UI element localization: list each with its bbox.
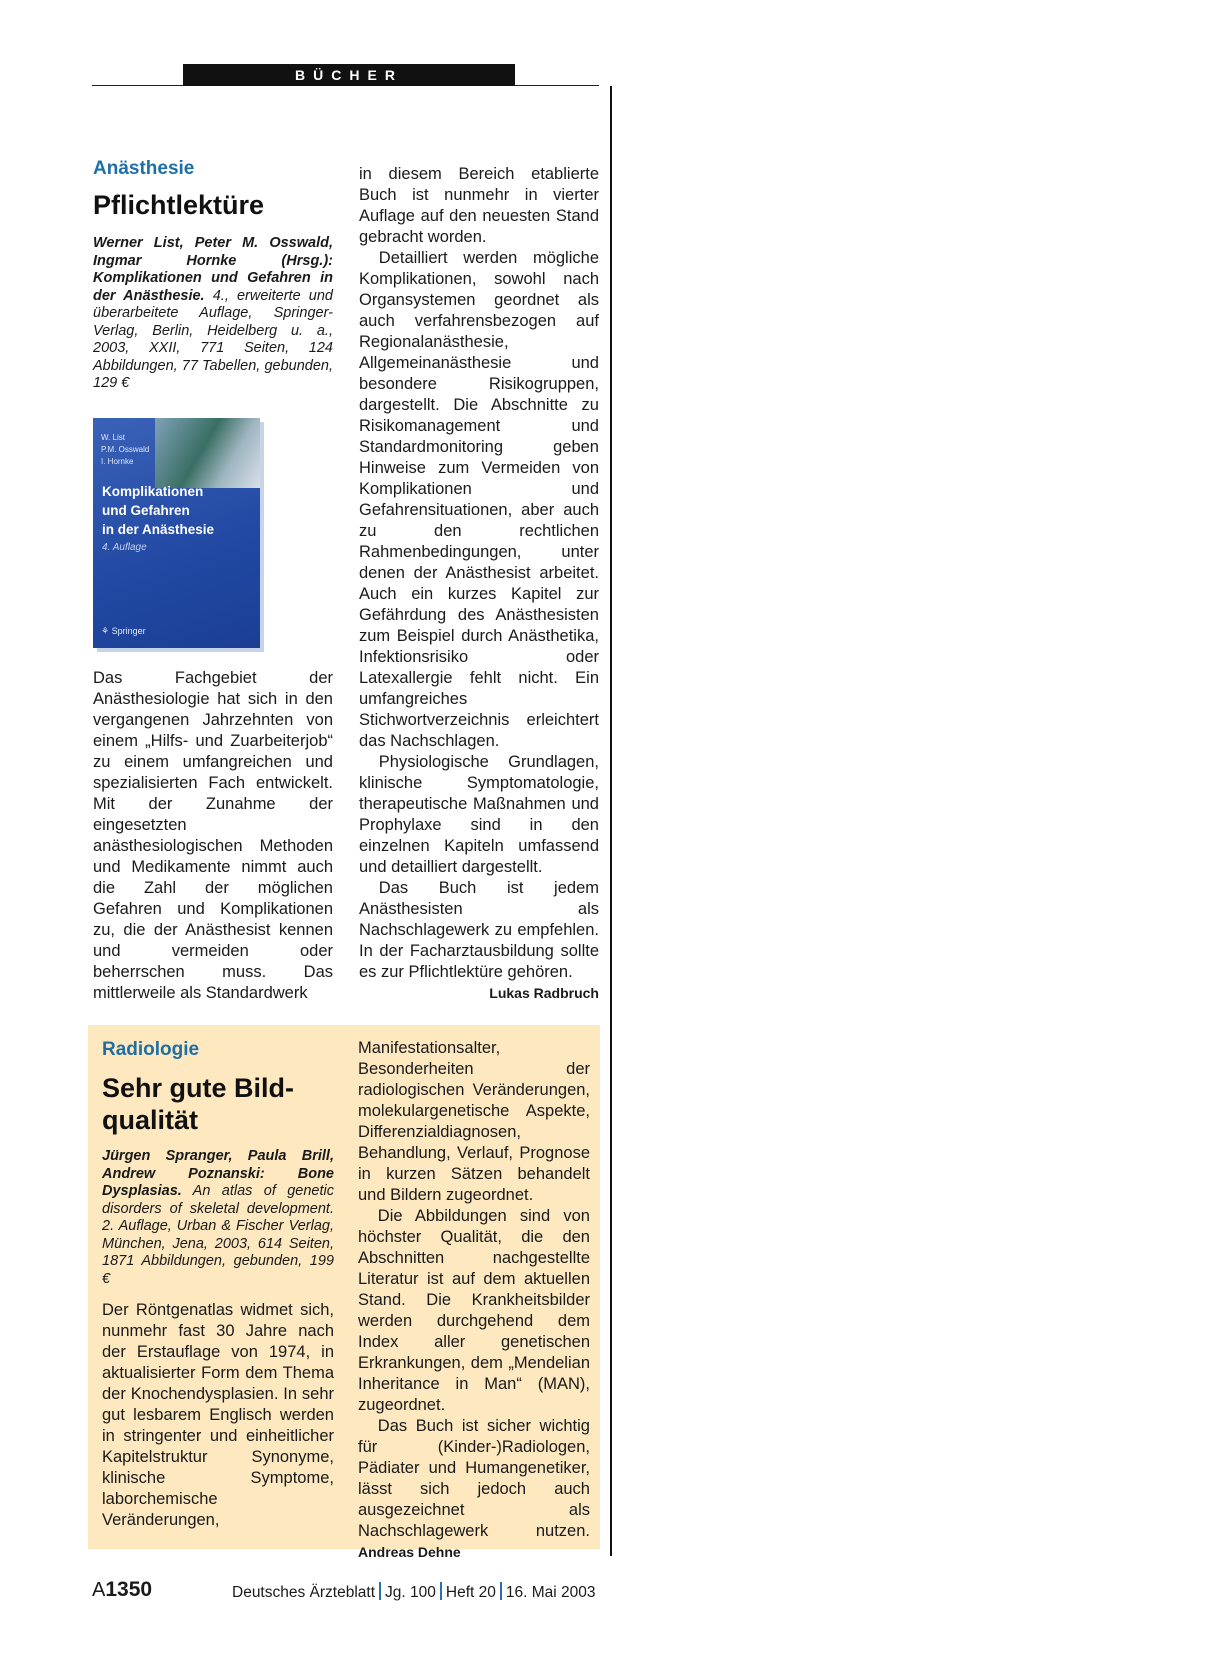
article1-citation <box>93 235 333 393</box>
journal-volume: Jg. 100 <box>385 1584 436 1601</box>
article1-paragraph: Das Fachgebiet der Anästhesiologie hat sich in den vergangenen Jahrzehnten von einem „Hilfs- und Zuarbeiterjob“ zu einem umfangreichen und spezialisierten Fach entwickelt. Mit der Zunahme der eingesetzten anästhesiologischen Methoden und Medikamente nimmt auch die Zahl der möglichen Gefahren und Komplikationen zu, die der Anästhesist kennen und vermeiden oder beherrschen muss. Das mittlerweile als Standardwerk <box>93 669 333 1002</box>
article2-left-column <box>102 1039 334 1531</box>
article1-section-label: Anästhesie <box>93 158 195 179</box>
book-cover-image <box>93 418 260 648</box>
article1-headline: Pflichtlektüre <box>93 190 265 220</box>
journal-date: 16. Mai 2003 <box>505 1584 596 1601</box>
article1-left-column <box>93 158 333 393</box>
article1-citation-details: 4., erweiterte und überarbeitete Auflage, Springer-Verlag, Berlin, Heidelberg u. a., 2003, XXII, 771 Seiten, 124 Abbildungen, 77 Tabellen, gebunden, 129 € <box>93 287 333 391</box>
article2-paragraph: Das Buch ist sicher wichtig für (Kinder-)Radiologen, Pädiater und Humangenetiker, lässt sich jedoch auch ausgezeichnet als Nachschlagewerk nutzen. Andreas Dehne <box>358 1417 590 1560</box>
article2-paragraph: Der Röntgenatlas widmet sich, nunmehr fast 30 Jahre nach der Erstauflage von 1974, in aktualisierter Form dem Thema der Knochendysplasien. In sehr gut lesbarem Englisch werden in stringenter und einheitlicher Kapitelstruktur Synonyme, klinische Symptome, laborchemische Veränderungen, <box>102 1301 334 1529</box>
article2-headline: Sehr gute Bild- qualität <box>102 1073 295 1135</box>
article1-citation-title: Werner List, Peter M. Osswald, Ingmar Hornke (Hrsg.): Komplikationen und Gefahren in der Anästhesie. <box>93 235 333 304</box>
footer-separator <box>500 1582 502 1600</box>
column-divider <box>610 86 612 1556</box>
footer-separator <box>379 1582 381 1600</box>
publisher-logo: ⚘ Springer <box>101 626 146 636</box>
journal-issue: Heft 20 <box>445 1584 496 1601</box>
article2-citation-details: An atlas of genetic disorders of skeletal development. 2. Auflage, Urban & Fischer Verlag, München, Jena, 2003, 614 Seiten, 1871 Abbildungen, gebunden, 199 € <box>102 1183 334 1287</box>
article2-author: Andreas Dehne <box>358 1544 461 1560</box>
journal-name: Deutsches Ärzteblatt <box>232 1584 376 1601</box>
article1-right-column <box>359 164 599 1004</box>
footer-separator <box>440 1582 442 1600</box>
article1-author: Lukas Radbruch <box>489 985 599 1001</box>
article1-paragraph: in diesem Bereich etablierte Buch ist nunmehr in vierter Auflage auf den neuesten Stand gebracht worden. <box>359 165 599 246</box>
cover-authors: W. List P.M. Osswald I. Hornke <box>101 433 150 466</box>
cover-photo <box>155 418 260 488</box>
section-header: BÜCHER <box>183 64 515 86</box>
article1-paragraph: Detailliert werden mögliche Komplikationen, sowohl nach Organsystemen geordnet als auch verfahrensbezogen auf Regionalanästhesie, Allgemeinanästhesie und besondere Risikogruppen, dargestellt. Die Abschnitte zu Risikomanagement und Standardmonitoring geben Hinweise zum Vermeiden von Komplikationen und Gefahrensituationen, aber auch zu den rechtlichen Rahmenbedingungen, unter denen der Anästhesist arbeitet. Auch ein kurzes Kapitel zur Gefährdung des Anästhesisten zum Beispiel durch Anästhetika, Infektionsrisiko oder Latexallergie fehlt nicht. Ein umfangreiches Stichwortverzeichnis erleichtert das Nachschlagen. <box>359 249 599 750</box>
article2-paragraph: Manifestationsalter, Besonderheiten der radiologischen Veränderungen, molekulargenetische Aspekte, Differenzialdiagnosen, Behandlung, Verlauf, Prognose in kurzen Sätzen behandelt und Bildern zugeordnet. <box>358 1039 590 1204</box>
article2-citation <box>102 1148 334 1288</box>
article2-citation-title: Jürgen Spranger, Paula Brill, Andrew Poznanski: Bone Dysplasias. <box>102 1148 334 1199</box>
article2-paragraph: Die Abbildungen sind von höchster Qualität, die den Abschnitten nachgestellte Literatur ist auf dem aktuellen Stand. Die Krankheitsbilder werden durchgehend dem Index aller genetischen Erkrankungen, dem „Mendelian Inheritance in Man“ (MAN), zugeordnet. <box>358 1207 590 1414</box>
page-number: A1350 <box>92 1578 153 1601</box>
article2-section-label: Radiologie <box>102 1039 200 1060</box>
article1-left-body <box>93 668 333 1004</box>
article1-paragraph: Das Buch ist jedem Anästhesisten als Nachschlagewerk zu empfehlen. In der Facharztausbildung sollte es zur Pflichtlektüre gehören. Lukas Radbruch <box>359 878 599 983</box>
cover-title: Komplikationen und Gefahren in der Anästhesie <box>102 484 215 537</box>
article1-paragraph: Physiologische Grundlagen, klinische Symptomatologie, therapeutische Maßnahmen und Prophylaxe sind in den einzelnen Kapiteln umfassend und detailliert dargestellt. <box>359 753 599 876</box>
journal-footer <box>232 1582 595 1602</box>
cover-edition: 4. Auflage <box>102 542 147 553</box>
article2-right-column <box>358 1038 590 1563</box>
